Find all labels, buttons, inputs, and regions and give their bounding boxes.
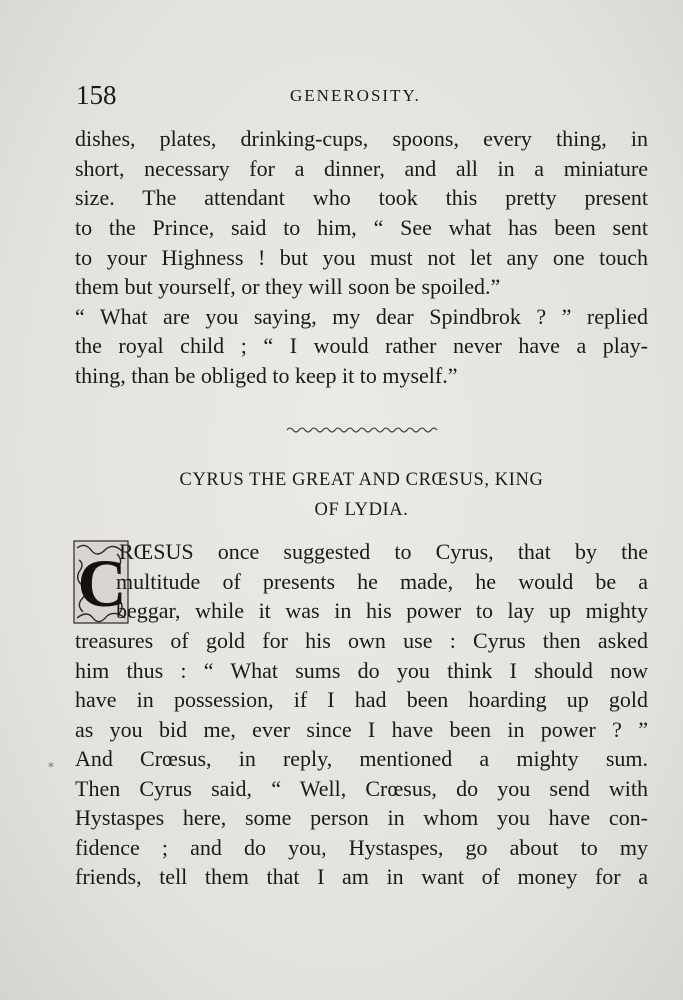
text-line: multitude of presents he made, he would be a (116, 569, 648, 594)
text-line: fidence ; and do you, Hystaspes, go about to my (75, 835, 648, 860)
text-line: “ What are you saying, my dear Spindbrok ? ” replied (75, 304, 648, 329)
text-line: thing, than be obliged to keep it to myself.” (75, 363, 458, 388)
dropcap-letter: C (77, 545, 127, 621)
stray-mark: * (48, 760, 54, 774)
text-line: as you bid me, ever since I have been in power ? ” (75, 717, 648, 742)
text-line: short, necessary for a dinner, and all in a miniature (75, 156, 648, 181)
section-title: CYRUS THE GREAT AND CRŒSUS, KING (179, 470, 544, 490)
section-divider-ornament (285, 424, 440, 436)
text-line: them but yourself, or they will soon be spoiled.” (75, 274, 501, 299)
text-line: to your Highness ! but you must not let any one touch (75, 245, 648, 270)
section-title: OF LYDIA. (314, 500, 409, 520)
text-line: have in possession, if I had been hoarding up gold (75, 687, 648, 712)
text-line: to the Prince, said to him, “ See what has been sent (75, 215, 648, 240)
page-number: 158 (76, 80, 117, 110)
text-line: the royal child ; “ I would rather never have a play- (75, 333, 648, 358)
text-line: size. The attendant who took this pretty present (75, 185, 648, 210)
text-line: Then Cyrus said, “ Well, Crœsus, do you send with (75, 776, 648, 801)
text-line: treasures of gold for his own use : Cyrus then asked (75, 628, 648, 653)
running-title: GENEROSITY. (290, 86, 421, 105)
text-line: him thus : “ What sums do you think I should now (75, 658, 648, 683)
text-line: RŒSUS once suggested to Cyrus, that by the (119, 539, 648, 564)
text-line: And Crœsus, in reply, mentioned a mighty sum. (75, 746, 648, 771)
text-line: beggar, while it was in his power to lay up mighty (116, 598, 648, 623)
text-line: dishes, plates, drinking-cups, spoons, every thing, in (75, 126, 648, 151)
text-line: Hystaspes here, some person in whom you have con- (75, 805, 648, 830)
text-line: friends, tell them that I am in want of money for a (75, 864, 648, 889)
